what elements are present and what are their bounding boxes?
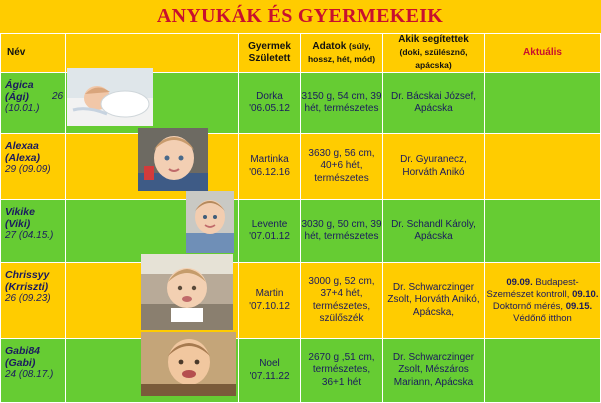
helpers: Dr. Bácskai József, Apácska [383,73,485,134]
mother-cell [1,263,66,339]
baby-photo-3 [186,191,234,253]
mother-nick: Alexaa [5,140,39,152]
baby-photo-4 [141,254,233,330]
child-cell [239,263,301,339]
mother-date: (10.01.) [5,103,40,114]
birth-data: 2670 g ,51 cm, természetes, 36+1 hét [301,339,383,403]
mother-age: 24 [5,369,17,380]
birth-data: 3000 g, 52 cm, 37+4 hét, természetes, szülőszék [301,263,383,339]
mother-age-date [5,164,65,176]
mother-real-name: (Krriszti) [5,281,49,293]
mother-real-name: (Viki) [5,218,31,230]
mother-date: (08.17.) [18,369,54,380]
mother-cell [1,73,66,134]
header-helpers-line1: Akik segítettek [398,34,469,45]
mother-cell [1,134,66,200]
mother-age: 26 [5,293,17,304]
header-data [301,34,383,73]
mother-cell [1,200,66,263]
mother-date: (09.09) [18,164,51,175]
child-cell [239,200,301,263]
baby-photo-1 [67,68,153,126]
child-born: '07.01.12 [249,231,290,242]
mother-age: 27 [5,230,17,241]
header-row [1,34,601,73]
header-child-line1: Gyermek [248,41,291,52]
current-date-3: 09.15. [565,300,593,312]
mother-cell [1,339,66,403]
mother-age-date [5,369,65,381]
child-cell [239,134,301,200]
mother-age: 29 [5,164,17,175]
header-data-line1: Adatok [312,41,347,52]
mother-date: (04.15.) [18,230,54,241]
child-name: Martin [255,288,284,299]
header-child [239,34,301,73]
mother-real-name: (Gabi) [5,357,36,369]
header-data-small: (súly, hossz, hét, mód) [307,41,376,64]
mother-nick: Vikike [5,206,35,218]
child-name: Noel [259,358,280,369]
child-born: '07.10.12 [249,300,290,312]
header-current: Aktuális [485,34,601,73]
mother-age: 26 [52,91,64,102]
header-photo-blank [66,34,239,73]
current-note [485,339,601,403]
helpers: Dr. Schwarczinger Zsolt, Horváth Anikó, Apácska, [383,263,485,339]
child-cell [239,339,301,403]
child-name: Martinka [250,154,289,165]
birth-data: 3030 g, 50 cm, 39 hét, természetes [301,200,383,263]
child-name: Levente [251,218,288,230]
current-text-1: Budapest-Szemészet kontroll, [486,276,579,300]
mother-real-name: (Alexa) [5,152,41,164]
current-note [485,73,601,134]
mother-nick: Gabi84 [5,345,41,357]
current-text-2: Doktornő mérés, [492,300,566,312]
helpers: Dr. Schwarczinger Zsolt, Mészáros Mariann, Apácska [383,339,485,403]
mother-age-date [5,230,65,242]
table-row [1,263,601,339]
current-note [485,263,601,339]
current-text-3: Védőnő itthon [513,312,572,324]
helpers: Dr. Gyuranecz, Horváth Anikó [383,134,485,200]
child-born: '06.05.12 [249,103,290,114]
birth-data: 3150 g, 54 cm, 39 hét, természetes [301,73,383,134]
mother-real-name: (Ági) [5,91,29,103]
helpers: Dr. Schandl Károly, Apácska [383,200,485,263]
birth-data: 3630 g, 56 cm, 40+6 hét, természetes [301,134,383,200]
baby-photo-2 [138,128,208,191]
table-row [1,200,601,263]
title-bar [0,0,600,33]
page-title: ANYUKÁK ÉS GYERMEKEIK [156,5,444,27]
mother-nick: Chrissyy [5,269,50,281]
current-note [485,134,601,200]
table-row [1,339,601,403]
child-name: Dorka [256,90,283,102]
current-date-2: 09.10. [572,288,599,300]
mother-nick: Ágica [5,79,34,91]
child-born: '06.12.16 [249,166,290,178]
header-name: Név [1,34,66,73]
mother-date: (09.23) [18,293,51,304]
current-date-1: 09.09. [506,276,533,288]
header-helpers-small: (doki, szülésznő, apácska) [399,47,468,70]
header-child-line2: Született [248,53,291,64]
child-born: '07.11.22 [249,370,290,382]
child-cell [239,73,301,134]
header-helpers [383,34,485,73]
current-note [485,200,601,263]
table-row [1,134,601,200]
mother-age-date [5,293,65,305]
baby-photo-5 [141,332,236,396]
